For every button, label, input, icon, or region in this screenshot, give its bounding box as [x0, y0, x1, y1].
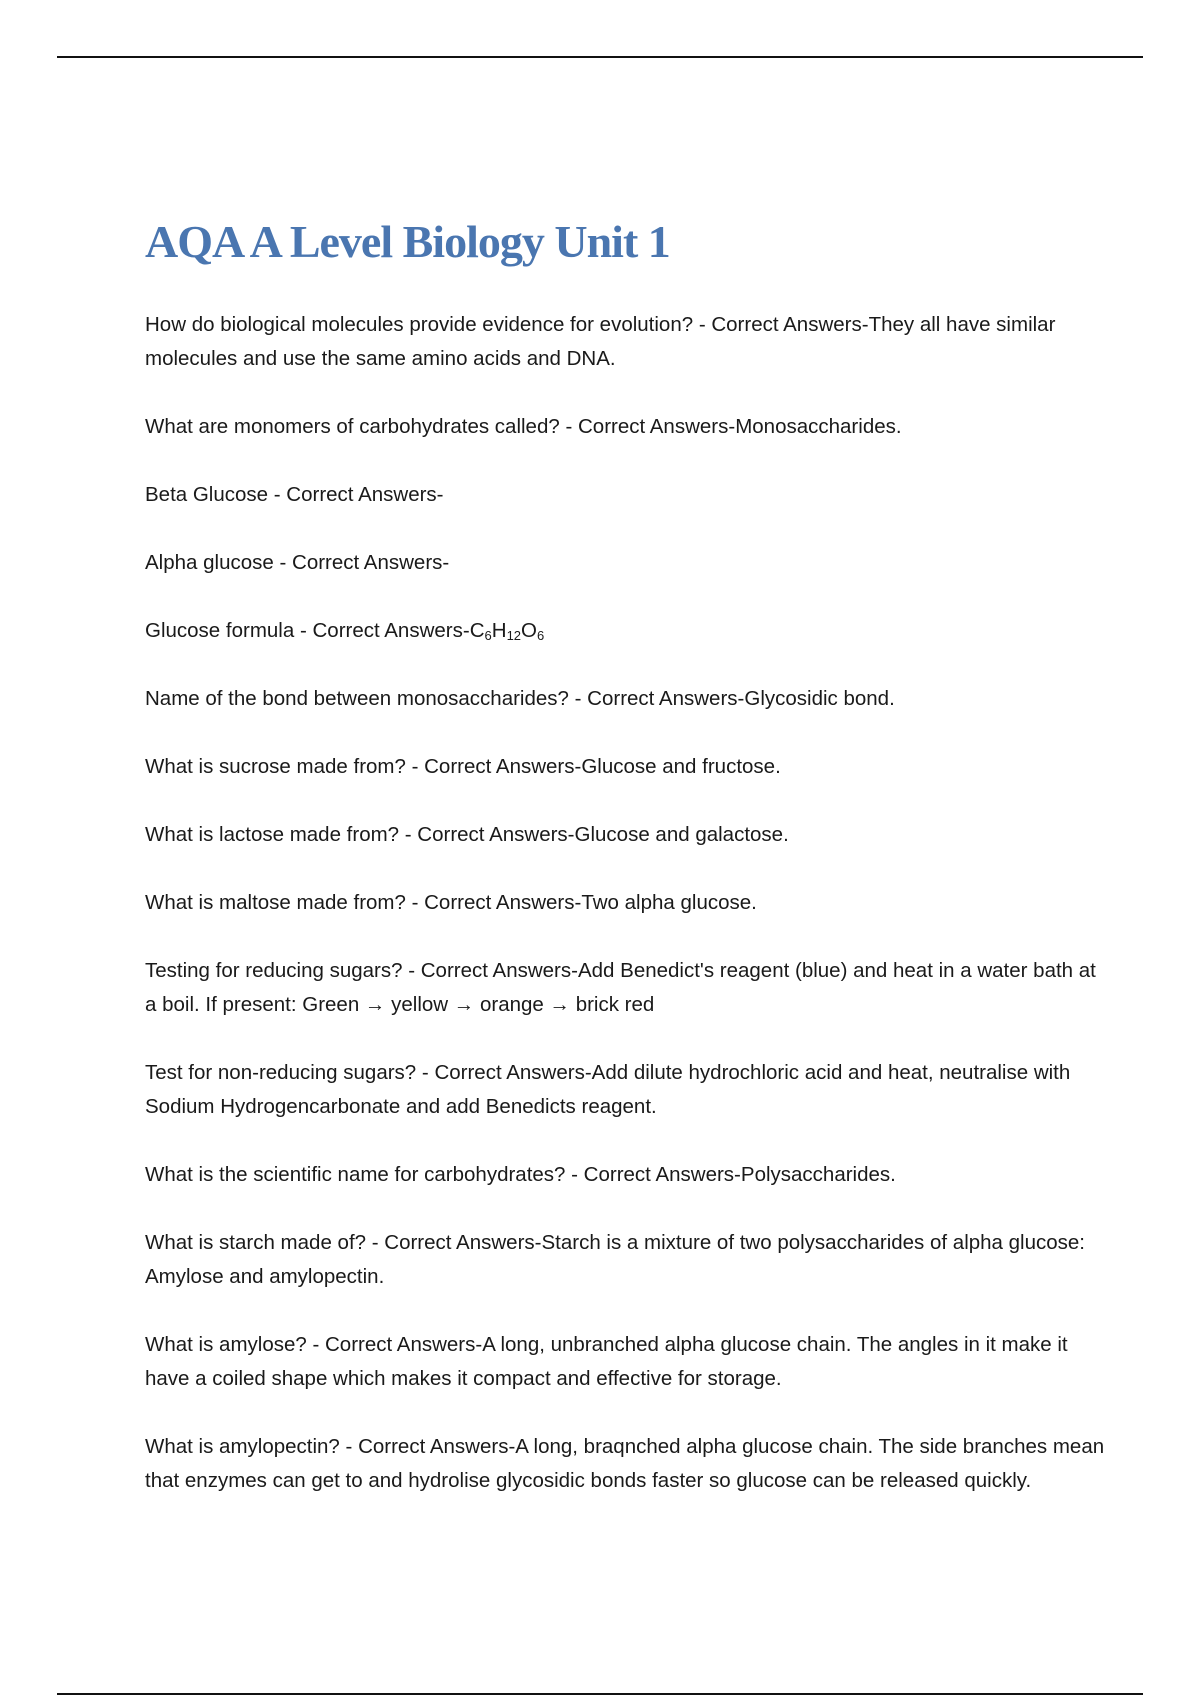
question-text: What is the scientific name for carbohydrates?	[145, 1163, 566, 1186]
answer-prefix: Correct Answers-	[358, 1435, 516, 1458]
answer-text: Glucose and galactose.	[574, 823, 789, 846]
question-text: Test for non-reducing sugars?	[145, 1061, 417, 1084]
page-top-rule	[57, 56, 1143, 58]
qa-item-sucrose: What is sucrose made from? - Correct Answers-Glucose and fructose.	[145, 755, 781, 778]
question-text: How do biological molecules provide evidence for evolution?	[145, 313, 694, 336]
answer-prefix: Correct Answers-	[424, 755, 582, 778]
question-text: What are monomers of carbohydrates called?	[145, 415, 560, 438]
question-text: What is lactose made from?	[145, 823, 400, 846]
answer-text: They all have similar molecules and use the same amino acids and DNA.	[145, 313, 1056, 370]
qa-item-alpha-glucose: Alpha glucose - Correct Answers-	[145, 551, 450, 574]
answer-text: Add dilute hydrochloric acid and heat, neutralise with Sodium Hydrogencarbonate and add Benedicts reagent.	[145, 1061, 1071, 1118]
answer-text: Polysaccharides.	[740, 1163, 896, 1186]
question-text: What is amylose?	[145, 1333, 307, 1356]
question-text: What is maltose made from?	[145, 891, 406, 914]
answer-prefix: Correct Answers-	[583, 1163, 741, 1186]
qa-item-amylopectin: What is amylopectin? - Correct Answers-A long, braqnched alpha glucose chain. The side branches mean that enzymes can get to and hydrolise glycosidic bonds faster so glucose can be released quickly.	[145, 1435, 1105, 1492]
answer-text: Glycosidic bond.	[744, 687, 895, 710]
question-text: Glucose formula	[145, 619, 295, 642]
qa-item-non-reducing-sugars: Test for non-reducing sugars? - Correct Answers-Add dilute hydrochloric acid and heat, neutralise with Sodium Hydrogencarbonate and add Benedicts reagent.	[145, 1061, 1071, 1118]
answer-text: A long, unbranched alpha glucose chain. The angles in it make it have a coiled shape which makes it compact and effective for storage.	[145, 1333, 1068, 1390]
qa-item-lactose: What is lactose made from? - Correct Answers-Glucose and galactose.	[145, 823, 789, 846]
answer-prefix: Correct Answers-	[417, 823, 575, 846]
qa-item-glucose-formula: Glucose formula - Correct Answers-$C_6H_{12}O_6$	[145, 619, 545, 643]
document-body	[145, 212, 1105, 1532]
answer-text: Starch is a mixture of two polysaccharides of alpha glucose: Amylose and amylopectin.	[145, 1231, 1086, 1288]
glucose-formula: $C_6H_{12}O_6$	[469, 619, 545, 643]
document-title: AQA A Level Biology Unit 1	[145, 216, 670, 267]
qa-item-carbohydrate-monomers: What are monomers of carbohydrates called? - Correct Answers-Monosaccharides.	[145, 415, 902, 438]
qa-item-reducing-sugars: Testing for reducing sugars? - Correct Answers-Add Benedict's reagent (blue) and heat in a water bath at a boil. If present: Green → yellow → orange → brick red	[145, 959, 1096, 1016]
answer-prefix: Correct Answers-	[292, 551, 450, 574]
qa-list	[145, 308, 1105, 1498]
qa-item-maltose: What is maltose made from? - Correct Answers-Two alpha glucose.	[145, 891, 757, 914]
answer-prefix: Correct Answers-	[587, 687, 745, 710]
answer-text: Monosaccharides.	[735, 415, 902, 438]
question-text: Testing for reducing sugars?	[145, 959, 403, 982]
answer-text: A long, braqnched alpha glucose chain. The side branches mean that enzymes can get to and hydrolise glycosidic bonds faster so glucose can be released quickly.	[145, 1435, 1105, 1492]
qa-item-glycosidic-bond: Name of the bond between monosaccharides? - Correct Answers-Glycosidic bond.	[145, 687, 895, 710]
answer-prefix: Correct Answers-	[434, 1061, 592, 1084]
question-text: Name of the bond between monosaccharides?	[145, 687, 569, 710]
answer-text: Two alpha glucose.	[581, 891, 757, 914]
qa-item-beta-glucose: Beta Glucose - Correct Answers-	[145, 483, 444, 506]
question-text: What is starch made of?	[145, 1231, 367, 1254]
answer-prefix: Correct Answers-	[312, 619, 470, 642]
answer-text: Glucose and fructose.	[581, 755, 781, 778]
question-text: What is amylopectin?	[145, 1435, 340, 1458]
question-text: What is sucrose made from?	[145, 755, 406, 778]
answer-prefix: Correct Answers-	[577, 415, 736, 438]
question-text: Beta Glucose	[145, 483, 269, 506]
answer-prefix: Correct Answers-	[286, 483, 444, 506]
qa-item-amylose: What is amylose? - Correct Answers-A long, unbranched alpha glucose chain. The angles in it make it have a coiled shape which makes it compact and effective for storage.	[145, 1333, 1068, 1390]
answer-prefix: Correct Answers-	[711, 313, 869, 336]
qa-item-evolution-evidence: How do biological molecules provide evidence for evolution? - Correct Answers-They all have similar molecules and use the same amino acids and DNA.	[145, 313, 1056, 370]
answer-prefix: Correct Answers-	[325, 1333, 483, 1356]
answer-prefix: Correct Answers-	[420, 959, 578, 982]
answer-text: Add Benedict's reagent (blue) and heat in a water bath at a boil. If present: Green → yellow → orange → brick red	[145, 959, 1096, 1016]
question-text: Alpha glucose	[145, 551, 274, 574]
answer-prefix: Correct Answers-	[424, 891, 582, 914]
qa-item-scientific-name: What is the scientific name for carbohydrates? - Correct Answers-Polysaccharides.	[145, 1163, 896, 1186]
answer-prefix: Correct Answers-	[384, 1231, 542, 1254]
qa-item-starch: What is starch made of? - Correct Answers-Starch is a mixture of two polysaccharides of alpha glucose: Amylose and amylopectin.	[145, 1231, 1086, 1288]
page-bottom-rule	[57, 1693, 1143, 1695]
